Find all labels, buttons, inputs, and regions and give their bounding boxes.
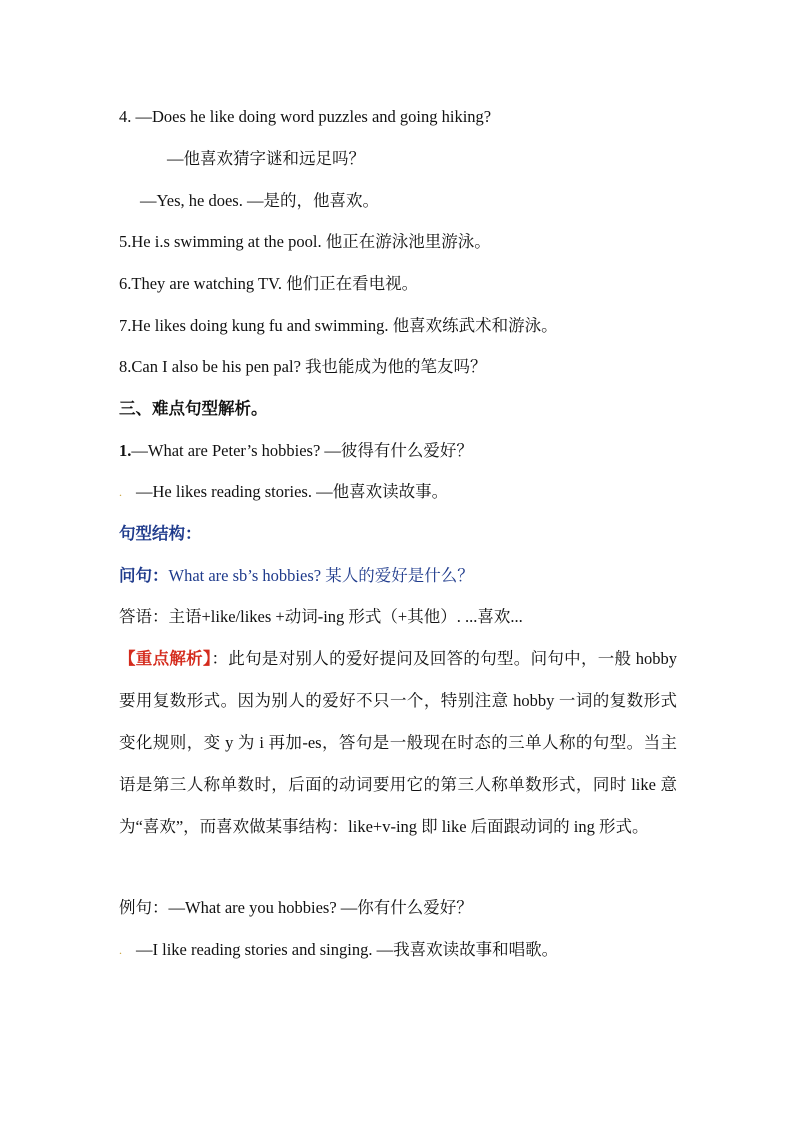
answer-pattern-line [119, 606, 523, 628]
analysis-paragraph [119, 638, 677, 848]
analysis-label: 【重点解析】 [119, 649, 212, 668]
sentence-4-question: 4. —Does he like doing word puzzles and going hiking? [119, 107, 492, 126]
item-1-answer: —He likes reading stories. —他喜欢读故事。 [136, 482, 449, 501]
section-3-heading: 三、难点句型解析。 [119, 399, 268, 418]
analysis-text: ：此句是对别人的爱好提问及回答的句型。问句中，一般 hobby 要用复数形式。因为别人的爱好不只一个，特别注意 hobby 一词的复数形式变化规则，变 y 为 i 再加-es，答句是一般现在时态的三单人称的句型。当主语是第三人称单数时，后面的动词要用它的第三人称单数形式，同时 like 意为“喜欢”，而喜欢做某事结构：like+v-ing 即 like 后面跟动词的 ing 形式。 [119, 649, 678, 836]
item-1-answer-line [119, 481, 448, 503]
sentence-8: 8.Can I also be his pen pal? 我也能成为他的笔友吗？ [119, 357, 487, 376]
question-label: 问句： [119, 566, 169, 585]
sentence-6: 6.They are watching TV. 他们正在看电视。 [119, 274, 419, 293]
sentence-4-question-translation: —他喜欢猜字谜和远足吗？ [167, 149, 365, 168]
question-pattern-line [119, 565, 474, 587]
sentence-7: 7.He likes doing kung fu and swimming. 他喜欢练武术和游泳。 [119, 316, 558, 335]
sentence-4-answer: —Yes, he does. —是的，他喜欢。 [140, 191, 379, 210]
sentence-5: 5.He i.s swimming at the pool. 他正在游泳池里游泳。 [119, 232, 491, 251]
question-pattern: What are sb’s hobbies? 某人的爱好是什么？ [168, 566, 474, 585]
example-question: 例句：—What are you hobbies? —你有什么爱好？ [119, 898, 473, 917]
example-answer-line [119, 939, 558, 961]
item-1-question-line [119, 440, 473, 462]
bullet-dot: . [119, 943, 122, 957]
bullet-dot: . [119, 485, 122, 499]
answer-label: 答语： [119, 607, 169, 626]
answer-pattern: 主语+like/likes +动词-ing 形式（+其他）. ...喜欢... [168, 607, 523, 626]
example-answer: —I like reading stories and singing. —我喜欢读故事和唱歌。 [136, 940, 559, 959]
item-1-question: —What are Peter’s hobbies? —彼得有什么爱好？ [131, 441, 473, 460]
structure-label: 句型结构： [119, 524, 202, 543]
item-1-number: 1. [119, 441, 132, 460]
